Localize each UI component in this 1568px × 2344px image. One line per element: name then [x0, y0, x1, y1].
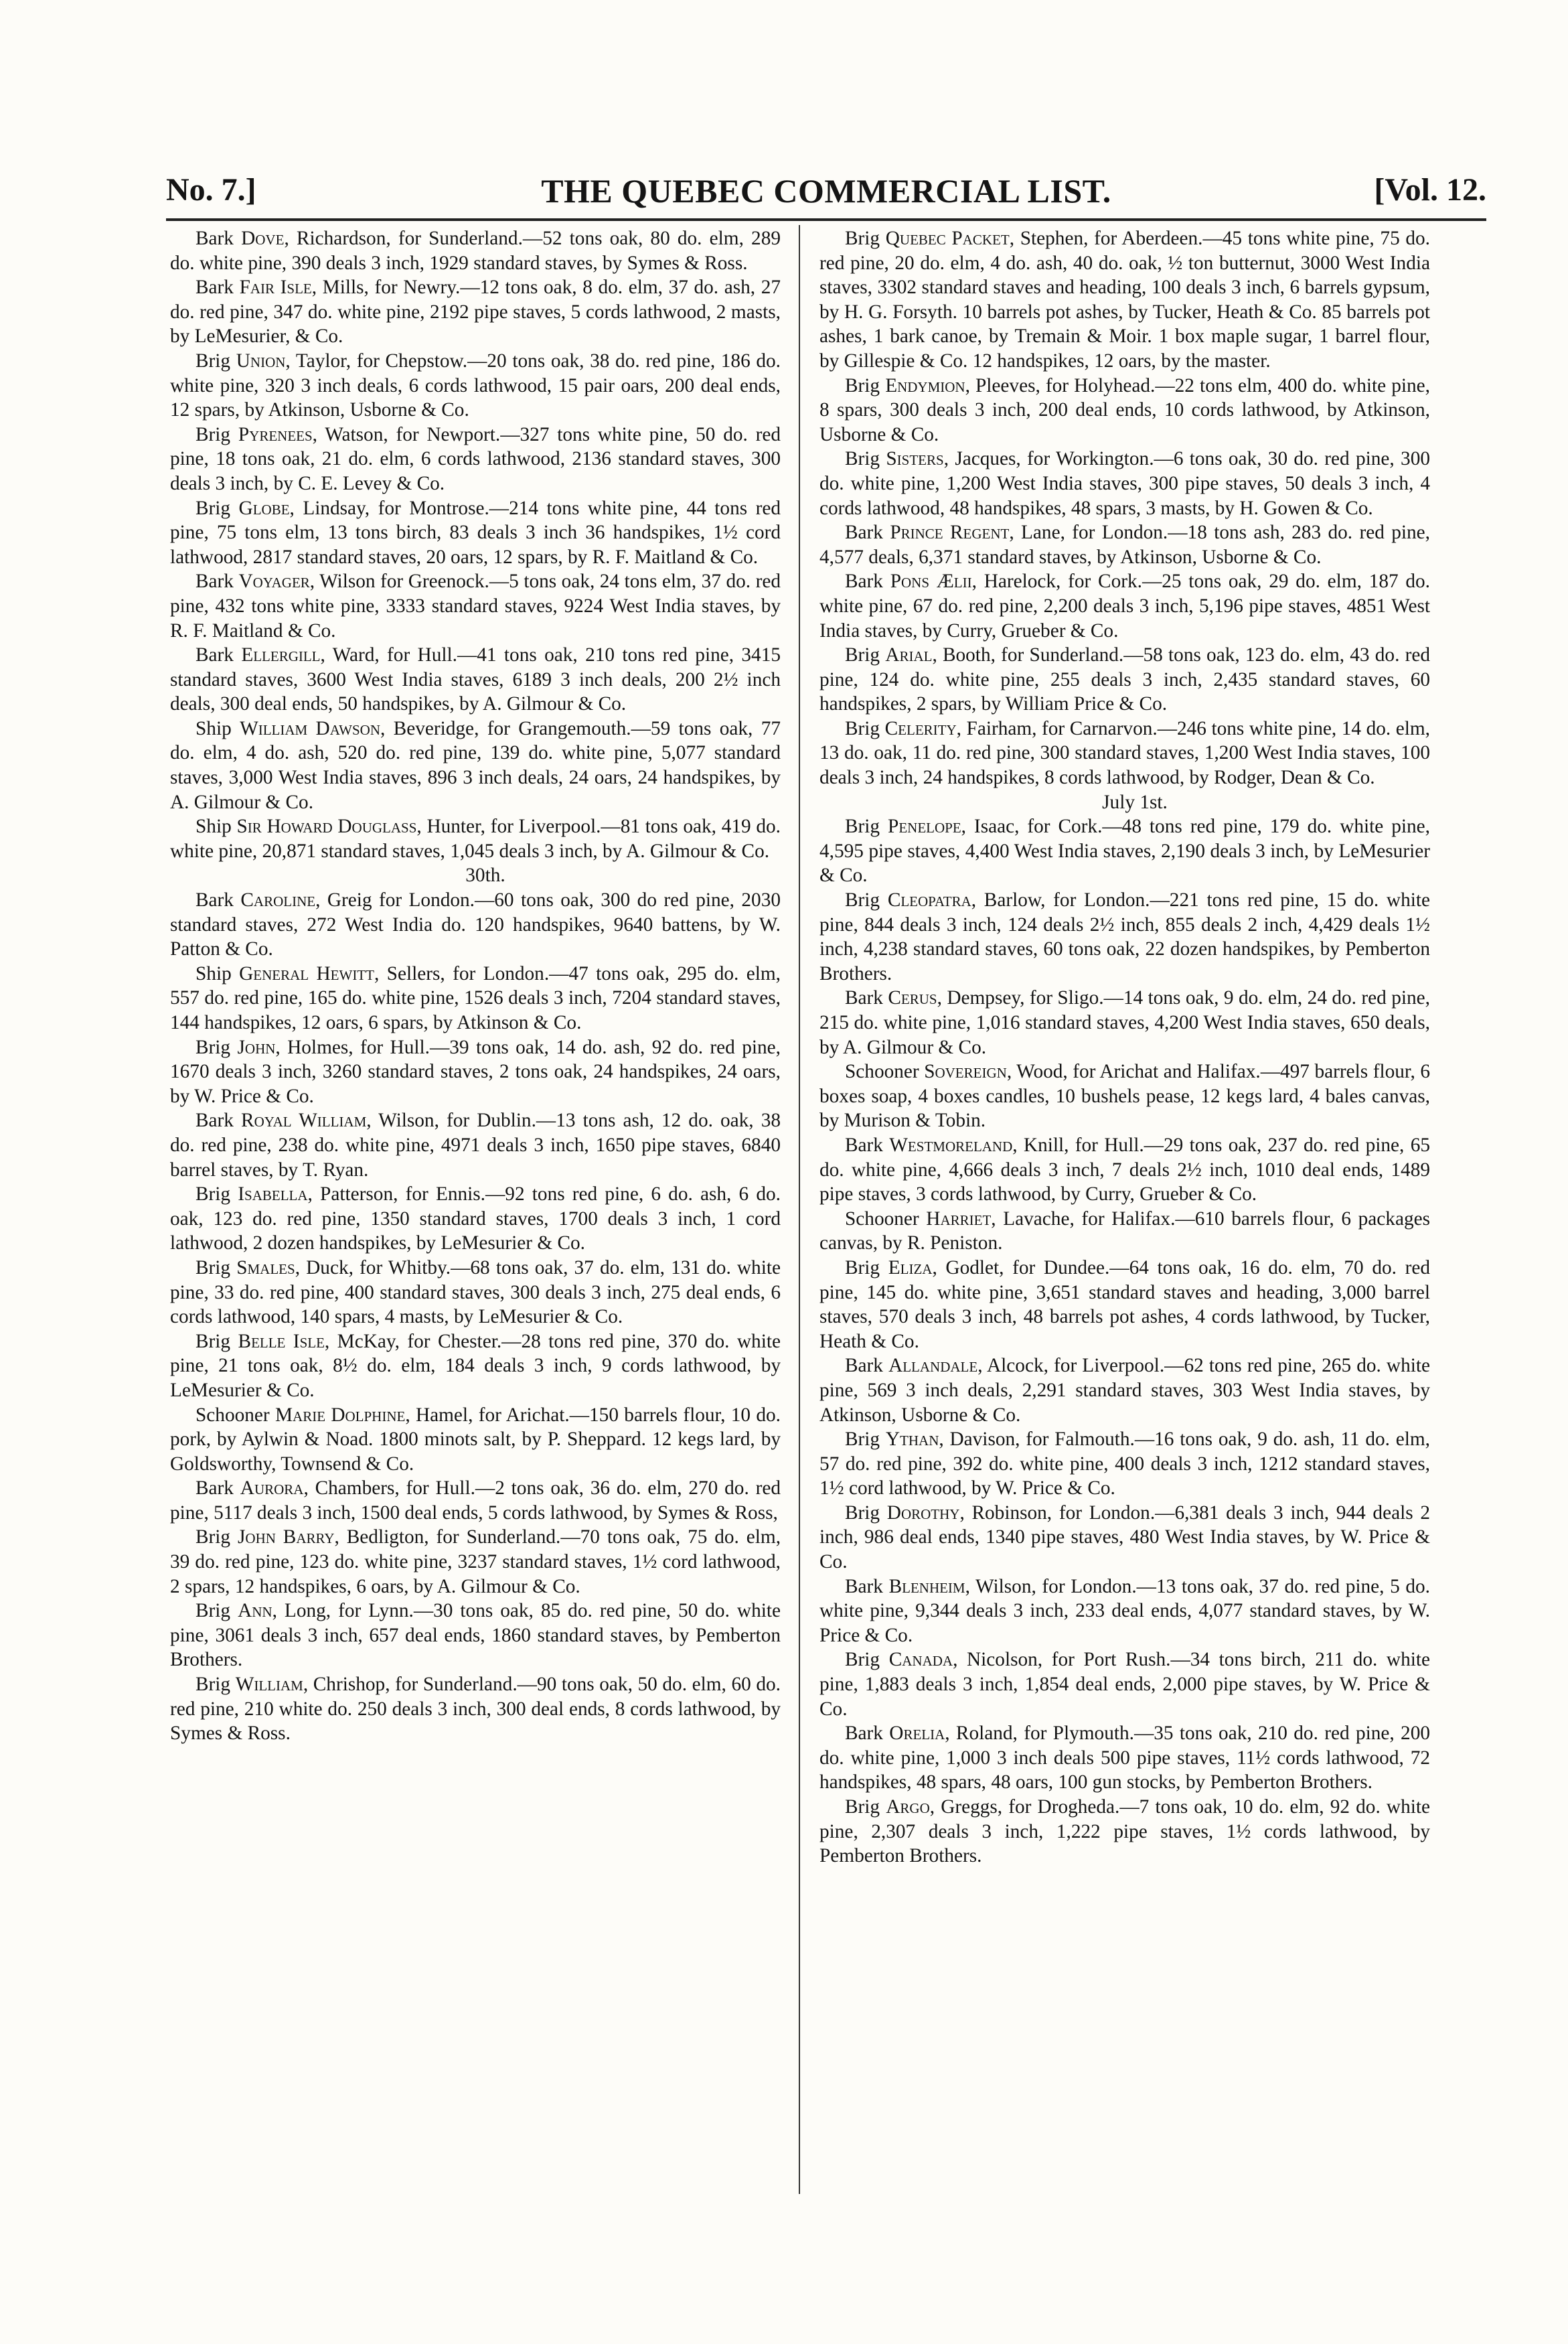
vessel-name: Isabella — [238, 1183, 308, 1205]
cargo-details: , Pleeves, for Holyhead.—22 tons elm, 400 do. white pine, 8 spars, 300 deals 3 inch, 200 deal ends, 10 cords lathwood, by Atkinson, Usborne & Co. — [819, 374, 1431, 445]
vessel-name: Eliza — [888, 1256, 933, 1278]
vessel-type: Bark — [845, 571, 883, 593]
vessel-type: Bark — [195, 1110, 234, 1132]
vessel-name: Harriet — [926, 1207, 992, 1230]
vessel-type: Bark — [845, 1134, 883, 1156]
vessel-name: Pons Ælii — [890, 571, 972, 593]
vessel-name: Argo — [886, 1796, 930, 1818]
left-column — [170, 226, 781, 1746]
shipping-entry — [819, 1501, 1430, 1574]
shipping-entry — [170, 1525, 781, 1599]
header-rule — [166, 218, 1486, 221]
vessel-name: Pyrenees — [238, 423, 313, 445]
cargo-details: , Holmes, for Hull.—39 tons oak, 14 do. ash, 92 do. red pine, 1670 deals 3 inch, 3260 standard staves, 2 tons oak, 24 handspikes, 24 oars, by W. Price & Co. — [170, 1036, 781, 1107]
vessel-name: Dorothy — [886, 1501, 960, 1524]
cargo-details: , Alcock, for Liverpool.—62 tons red pine, 265 do. white pine, 569 3 inch deals, 2,291 standard staves, 303 West India staves, by Atkinson, Usborne & Co. — [819, 1355, 1430, 1426]
cargo-details: , Long, for Lynn.—30 tons oak, 85 do. red pine, 50 do. white pine, 3061 deals 3 inch, 657 deal ends, 1860 standard staves, by Pemberton Brothers. — [170, 1600, 781, 1671]
vessel-name: Sir Howard Douglass — [236, 816, 417, 838]
shipping-entry — [170, 1599, 781, 1672]
shipping-entry — [170, 1672, 781, 1746]
cargo-details: , Greggs, for Drogheda.—7 tons oak, 10 do. elm, 92 do. white pine, 2,307 deals 3 inch, 1,222 pipe staves, 1½ cords lathwood, by Pemberton Brothers. — [819, 1796, 1431, 1867]
vessel-name: Quebec Packet — [885, 228, 1010, 249]
vessel-name: Cleopatra — [887, 889, 971, 911]
shipping-entry — [170, 349, 781, 423]
vessel-type: Brig — [845, 374, 880, 396]
vessel-name: Caroline — [240, 889, 316, 911]
cargo-details: , Jacques, for Workington.—6 tons oak, 30 do. red pine, 300 do. white pine, 1,200 West India staves, 300 pipe staves, 50 deals 3 inch, 4 cords lathwood, 48 handspikes, 48 spars, 3 masts, by H. Gowen & Co. — [819, 448, 1430, 519]
vessel-type: Brig — [845, 1649, 880, 1671]
vessel-name: Marie Dolphine — [275, 1404, 406, 1426]
vessel-name: Canada — [888, 1649, 953, 1671]
vessel-type: Schooner — [845, 1061, 919, 1083]
vessel-type: Ship — [195, 816, 232, 838]
shipping-entry — [170, 226, 781, 275]
vessel-type: Brig — [195, 497, 231, 519]
vessel-type: Schooner — [845, 1207, 919, 1230]
vessel-name: Blenheim — [888, 1575, 965, 1597]
vessel-type: Brig — [195, 1183, 231, 1205]
shipping-entry — [170, 1329, 781, 1403]
vessel-name: Smales — [236, 1256, 295, 1278]
vessel-type: Bark — [845, 1723, 883, 1745]
vessel-name: Sovereign — [924, 1061, 1007, 1083]
vessel-name: Ellergill — [241, 644, 321, 666]
cargo-details: , Chambers, for Hull.—2 tons oak, 36 do. elm, 270 do. red pine, 5117 deals 3 inch, 1500 deal ends, 5 cords lathwood, by Symes & Ross, — [170, 1477, 781, 1524]
date-heading: July 1st. — [1102, 791, 1168, 813]
cargo-details: , Wilson for Greenock.—5 tons oak, 24 tons elm, 37 do. red pine, 432 tons white pine, 3333 standard staves, 9224 West India staves, by R. F. Maitland & Co. — [170, 571, 781, 642]
cargo-details: , Taylor, for Chepstow.—20 tons oak, 38 do. red pine, 186 do. white pine, 320 3 inch deals, 6 cords lathwood, 15 pair oars, 200 deal ends, 12 spars, by Atkinson, Usborne & Co. — [170, 350, 781, 421]
cargo-details: , Lane, for London.—18 tons ash, 283 do. red pine, 4,577 deals, 6,371 standard staves, by Atkinson, Usborne & Co. — [819, 522, 1430, 568]
vessel-name: Ythan — [885, 1429, 939, 1451]
vessel-name: Voyager — [238, 571, 310, 593]
cargo-details: , Robinson, for London.—6,381 deals 3 inch, 944 deals 2 inch, 986 deal ends, 1340 pipe staves, 480 West India staves, by W. Price & Co. — [819, 1501, 1430, 1573]
vessel-type: Brig — [845, 717, 880, 739]
vessel-type: Bark — [195, 1477, 234, 1499]
shipping-entry — [170, 1476, 781, 1525]
vessel-type: Bark — [195, 889, 234, 911]
cargo-details: , Isaac, for Cork.—48 tons red pine, 179 do. white pine, 4,595 pipe staves, 4,400 West India staves, 2,190 deals 3 inch, by LeMesurier & Co. — [819, 816, 1430, 887]
vessel-type: Brig — [195, 350, 231, 372]
shipping-entry — [819, 1059, 1430, 1133]
cargo-details: , Chrishop, for Sunderland.—90 tons oak, 50 do. elm, 60 do. red pine, 210 white do. 250 deals 3 inch, 300 deal ends, 8 cords lathwood, by Symes & Ross. — [170, 1674, 781, 1745]
cargo-details: , Harelock, for Cork.—25 tons oak, 29 do. elm, 187 do. white pine, 67 do. red pine, 2,200 deals 3 inch, 5,196 pipe staves, 4851 West India staves, by Curry, Grueber & Co. — [819, 571, 1430, 642]
cargo-details: , Godlet, for Dundee.—64 tons oak, 16 do. elm, 70 do. red pine, 145 do. white pine, 3,651 standard staves and heading, 3,000 barrel staves, 570 deals 3 inch, 48 barrels pot ashes, 4 cords lathwood, by Tucker, Heath & Co. — [819, 1256, 1430, 1352]
vessel-name: Prince Regent — [890, 522, 1010, 544]
cargo-details: , Lindsay, for Montrose.—214 tons white pine, 44 tons red pine, 75 tons elm, 13 tons birch, 83 deals 3 inch 36 handspikes, 1½ cord lathwood, 2817 standard staves, 20 oars, 12 spars, by R. F. Maitland & Co. — [170, 497, 781, 568]
vessel-name: Westmoreland — [889, 1134, 1013, 1156]
vessel-name: William Dawson — [240, 717, 381, 739]
vessel-name: General Hewitt — [239, 962, 374, 984]
vessel-type: Brig — [195, 1526, 231, 1548]
shipping-entry — [819, 1647, 1430, 1721]
vessel-type: Brig — [845, 1796, 880, 1818]
vessel-type: Schooner — [195, 1404, 270, 1426]
cargo-details: , Duck, for Whitby.—68 tons oak, 37 do. elm, 131 do. white pine, 33 do. red pine, 400 standard staves, 300 deals 3 inch, 275 deal ends, 6 cords lathwood, 140 spars, 4 masts, by LeMesurier & Co. — [170, 1256, 781, 1328]
shipping-entry — [170, 1182, 781, 1256]
vessel-name: Celerity — [884, 717, 957, 739]
vessel-type: Ship — [195, 962, 232, 984]
volume-number: [Vol. 12. — [1374, 172, 1486, 208]
cargo-details: , Hamel, for Arichat.—150 barrels flour, 10 do. pork, by Aylwin & Noad. 1800 minots salt, by P. Sheppard. 12 kegs lard, by Goldsworthy, Townsend & Co. — [170, 1404, 781, 1475]
vessel-name: Orelia — [889, 1723, 945, 1745]
issue-number: No. 7.] — [166, 172, 256, 208]
cargo-details: , Nicolson, for Port Rush.—34 tons birch, 211 do. white pine, 1,883 deals 3 inch, 1,854 deal ends, 2,000 pipe staves, by W. Price & Co. — [819, 1649, 1431, 1720]
cargo-details: , Davison, for Falmouth.—16 tons oak, 9 do. ash, 11 do. elm, 57 do. red pine, 392 do. white pine, 400 deals 3 inch, 1212 standard staves, 1½ cord lathwood, by W. Price & Co. — [819, 1429, 1430, 1499]
shipping-entry — [170, 1108, 781, 1182]
vessel-type: Bark — [195, 571, 234, 593]
shipping-entry — [170, 423, 781, 496]
shipping-entry — [819, 717, 1430, 790]
vessel-type: Bark — [845, 522, 883, 544]
shipping-entry — [819, 986, 1430, 1059]
shipping-entry — [819, 814, 1430, 888]
vessel-name: Union — [236, 350, 286, 372]
vessel-type: Ship — [195, 717, 232, 739]
cargo-details: , Mills, for Newry.—12 tons oak, 8 do. elm, 37 do. ash, 27 do. red pine, 347 do. white pine, 2192 pipe staves, 5 cords lathwood, 2 masts, by LeMesurier, & Co. — [170, 277, 781, 348]
vessel-type: Brig — [845, 1429, 880, 1451]
vessel-type: Brig — [195, 1036, 231, 1058]
vessel-type: Brig — [845, 448, 880, 470]
shipping-entry — [819, 374, 1430, 447]
vessel-type: Bark — [195, 228, 234, 249]
shipping-entry — [170, 275, 781, 349]
vessel-type: Brig — [845, 644, 880, 666]
vessel-type: Bark — [195, 644, 234, 666]
shipping-entry — [170, 496, 781, 570]
vessel-type: Brig — [845, 1256, 880, 1278]
vessel-name: Endymion — [885, 374, 965, 396]
shipping-entry — [819, 447, 1430, 520]
cargo-details: , Roland, for Plymouth.—35 tons oak, 210 do. red pine, 200 do. white pine, 1,000 3 inch deals 500 pipe staves, 11½ cords lathwood, 72 handspikes, 48 spars, 48 oars, 100 gun stocks, by Pemberton Brothers. — [819, 1723, 1430, 1793]
shipping-entry — [819, 888, 1430, 986]
vessel-type: Brig — [845, 228, 880, 249]
vessel-name: Globe — [238, 497, 290, 519]
shipping-entry — [819, 569, 1430, 643]
right-column — [819, 226, 1430, 1869]
vessel-name: Fair Isle — [239, 277, 312, 299]
vessel-type: Brig — [195, 1600, 231, 1622]
cargo-details: , Hunter, for Liverpool.—81 tons oak, 419 do. white pine, 20,871 standard staves, 1,045 deals 3 inch, by A. Gilmour & Co. — [170, 816, 781, 862]
cargo-details: , Fairham, for Carnarvon.—246 tons white pine, 14 do. elm, 13 do. oak, 11 do. red pine, 300 standard staves, 1,200 West India staves, 100 deals 3 inch, 24 handspikes, 8 cords lathwood, by Rodger, Dean & Co. — [819, 717, 1430, 789]
vessel-name: Arial — [885, 644, 933, 666]
shipping-entry — [170, 1403, 781, 1477]
cargo-details: , Richardson, for Sunderland.—52 tons oak, 80 do. elm, 289 do. white pine, 390 deals 3 inch, 1929 standard staves, by Symes & Ross. — [170, 228, 781, 274]
cargo-details: , Bedligton, for Sunderland.—70 tons oak, 75 do. elm, 39 do. red pine, 123 do. white pine, 3237 standard staves, 1½ cord lathwood, 2 spars, 12 handspikes, 6 oars, by A. Gilmour & Co. — [170, 1526, 781, 1597]
cargo-details: , Patterson, for Ennis.—92 tons red pine, 6 do. ash, 6 do. oak, 123 do. red pine, 1350 standard staves, 1700 deals 3 inch, 1 cord lathwood, 2 dozen handspikes, by LeMesurier & Co. — [170, 1183, 781, 1254]
vessel-name: Ann — [238, 1600, 272, 1622]
vessel-type: Bark — [195, 277, 234, 299]
vessel-name: Aurora — [240, 1477, 304, 1499]
shipping-entry — [819, 1574, 1430, 1648]
shipping-entry — [170, 569, 781, 643]
vessel-type: Brig — [195, 423, 231, 445]
vessel-type: Bark — [845, 987, 883, 1009]
vessel-type: Brig — [845, 816, 880, 838]
shipping-entry — [819, 1133, 1430, 1207]
cargo-details: , Dempsey, for Sligo.—14 tons oak, 9 do. elm, 24 do. red pine, 215 do. white pine, 1,016 standard staves, 4,200 West India staves, 650 deals, by A. Gilmour & Co. — [819, 987, 1431, 1058]
shipping-entry — [170, 814, 781, 863]
vessel-name: John — [237, 1036, 276, 1058]
cargo-details: , Knill, for Hull.—29 tons oak, 237 do. red pine, 65 do. white pine, 4,666 deals 3 inch, 7 deals 2½ inch, 1010 deal ends, 1489 pipe staves, 3 cords lathwood, by Curry, Grueber & Co. — [819, 1134, 1430, 1205]
shipping-entry — [819, 1721, 1430, 1795]
cargo-details: , Watson, for Newport.—327 tons white pine, 50 do. red pine, 18 tons oak, 21 do. elm, 6 cords lathwood, 2136 standard staves, 300 deals 3 inch, by C. E. Levey & Co. — [170, 423, 781, 494]
shipping-entry — [819, 1256, 1430, 1353]
vessel-name: John Barry — [238, 1526, 335, 1548]
vessel-type: Bark — [845, 1355, 883, 1377]
shipping-entry — [819, 1353, 1430, 1427]
shipping-entry — [170, 962, 781, 1035]
shipping-entry — [819, 520, 1430, 569]
vessel-name: Cerus — [888, 987, 937, 1009]
cargo-details: , Sellers, for London.—47 tons oak, 295 do. elm, 557 do. red pine, 165 do. white pine, 1526 deals 3 inch, 7204 standard staves, 144 handspikes, 12 oars, 6 spars, by Atkinson & Co. — [170, 962, 781, 1033]
cargo-details: , Stephen, for Aberdeen.—45 tons white pine, 75 do. red pine, 20 do. elm, 4 do. ash, 40 do. oak, ½ ton butternut, 3000 West India staves, 3302 standard staves and heading, 100 deals 3 inch, 6 barrels gypsum, by H. G. Forsyth. 10 barrels pot ashes, by Tucker, Heath & Co. 85 barrels pot ashes, 1 bark canoe, by Tremain & Moir. 1 box maple sugar, 1 barrel flour, by Gillespie & Co. 12 handspikes, 12 oars, by the master. — [819, 228, 1430, 372]
shipping-entry — [819, 643, 1430, 717]
cargo-details: , Wilson, for Dublin.—13 tons ash, 12 do. oak, 38 do. red pine, 238 do. white pine, 4971 deals 3 inch, 1650 pipe staves, 6840 barrel staves, by T. Ryan. — [170, 1110, 781, 1181]
vessel-name: Dove — [241, 228, 285, 249]
vessel-name: Allandale — [888, 1355, 978, 1377]
shipping-entry — [819, 1795, 1430, 1869]
date-heading: 30th. — [465, 865, 505, 887]
shipping-entry — [170, 1035, 781, 1109]
cargo-details: , Beveridge, for Grangemouth.—59 tons oak, 77 do. elm, 4 do. ash, 520 do. red pine, 139 do. white pine, 5,077 standard staves, 3,000 West India staves, 896 3 inch deals, 24 oars, 24 handspikes, by A. Gilmour & Co. — [170, 717, 781, 813]
shipping-entry — [170, 717, 781, 814]
vessel-name: Belle Isle — [238, 1330, 325, 1352]
page-title: THE QUEBEC COMMERCIAL LIST. — [541, 172, 1111, 210]
vessel-name: Penelope — [888, 816, 961, 838]
cargo-details: , McKay, for Chester.—28 tons red pine, 370 do. white pine, 21 tons oak, 8½ do. elm, 184 deals 3 inch, 9 cords lathwood, by LeMesurier & Co. — [170, 1330, 781, 1401]
cargo-details: , Booth, for Sunderland.—58 tons oak, 123 do. elm, 43 do. red pine, 124 do. white pine, 255 deals 3 inch, 2,435 standard staves, 60 handspikes, 2 spars, by William Price & Co. — [819, 644, 1431, 715]
shipping-entry — [819, 226, 1430, 374]
vessel-type: Brig — [195, 1674, 231, 1696]
cargo-details: , Greig for London.—60 tons oak, 300 do red pine, 2030 standard staves, 272 West India do. 120 handspikes, 9640 battens, by W. Patton & Co. — [170, 889, 781, 960]
vessel-type: Brig — [195, 1256, 231, 1278]
vessel-type: Brig — [845, 889, 880, 911]
shipping-entry — [819, 1207, 1430, 1256]
cargo-details: , Lavache, for Halifax.—610 barrels flour, 6 packages canvas, by R. Peniston. — [819, 1207, 1430, 1254]
shipping-entry — [819, 1427, 1430, 1501]
vessel-type: Brig — [845, 1501, 880, 1524]
cargo-details: , Wilson, for London.—13 tons oak, 37 do. red pine, 5 do. white pine, 9,344 deals 3 inch, 233 deal ends, 4,077 standard staves, by W. Price & Co. — [819, 1575, 1430, 1646]
cargo-details: , Ward, for Hull.—41 tons oak, 210 tons red pine, 3415 standard staves, 3600 West India staves, 6189 3 inch deals, 200 2½ inch deals, 300 deal ends, 50 handspikes, by A. Gilmour & Co. — [170, 644, 781, 715]
vessel-name: William — [235, 1674, 303, 1696]
column-divider — [799, 225, 800, 2194]
shipping-entry — [170, 888, 781, 962]
vessel-name: Sisters — [886, 448, 944, 470]
cargo-details: , Wood, for Arichat and Halifax.—497 barrels flour, 6 boxes soap, 4 boxes candles, 10 bushels pease, 12 kegs lard, 4 bales canvas, by Murison & Tobin. — [819, 1061, 1430, 1132]
vessel-name: Royal William — [241, 1110, 367, 1132]
page-header — [166, 171, 1486, 213]
cargo-details: , Barlow, for London.—221 tons red pine, 15 do. white pine, 844 deals 3 inch, 124 deals 2½ inch, 855 deals 2 inch, 4,429 deals 1½ inch, 4,238 standard staves, 60 tons oak, 22 dozen handspikes, by Pemberton Brothers. — [819, 889, 1431, 984]
shipping-entry — [170, 1256, 781, 1329]
vessel-type: Bark — [845, 1575, 883, 1597]
shipping-entry — [170, 643, 781, 717]
vessel-type: Brig — [195, 1330, 231, 1352]
